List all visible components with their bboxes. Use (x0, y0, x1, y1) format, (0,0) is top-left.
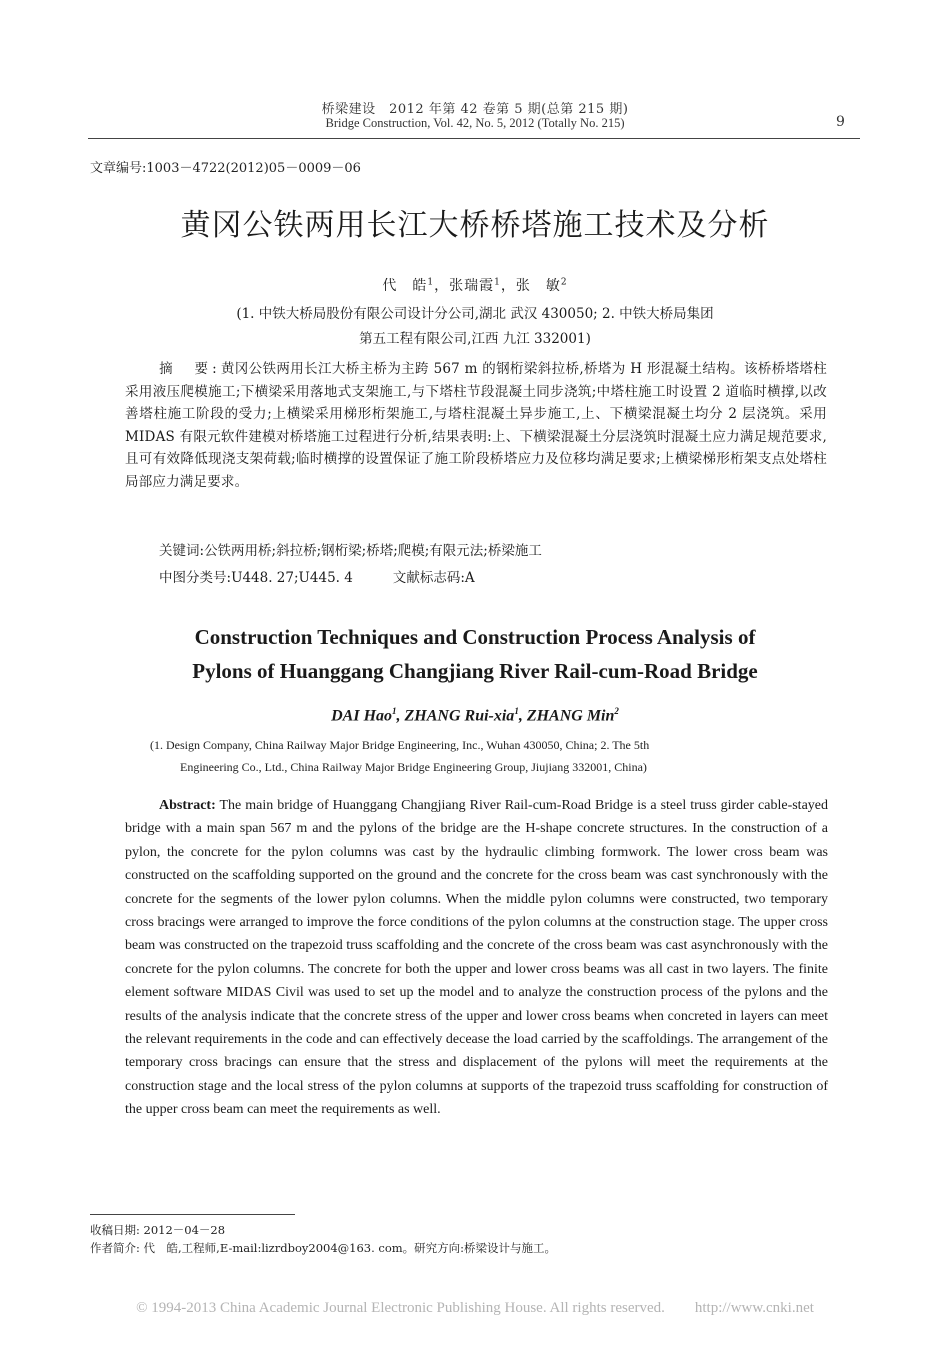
clc-label: 中图分类号: (159, 570, 232, 586)
author-1-cn-sup: 1 (427, 277, 435, 288)
affiliation-cn-line-2: 第五工程有限公司,江西 九江 332001) (359, 331, 591, 347)
title-cn: 黄冈公铁两用长江大桥桥塔施工技术及分析 (180, 208, 770, 243)
title-en-line-1: Construction Techniques and Construction Process Analysis of (194, 625, 756, 649)
abstract-en-label: Abstract: (159, 798, 216, 813)
abstract-en-text: The main bridge of Huanggang Changjiang River Rail-cum-Road Bridge is a steel truss girder cable-stayed bridge with a main span 567 m and the pylons of the bridge are the H-shape concrete structures. In the construction of a pylon, the concrete for the pylon columns was cast by the hydraulic climbing formwork. The lower cross beam was constructed on the scaffolding supported on the ground and the concrete for the cross beam was cast synchronously with the concrete for the segments of the lower pylon columns. When the middle pylon columns were constructed, two temporary cross bracings were arranged to improve the force conditions of the pylon columns at the construction stage. The upper cross beam was constructed on the trapezoid truss scaffolding and the concrete of the cross beam was cast asynchronously with the concrete for the pylon columns. The concrete for both the upper and lower cross beams was all cast in two layers. The finite element software MIDAS Civil was used to set up the model and to analyze the construction process of the pylons and the results of the analysis indicate that the concrete stress of the upper and lower cross beams when concreted in layers can meet the relevant requirements in the code and can effectively decease the load carried by the scaffoldings. The arrangement of the temporary cross bracings can ensure that the stress and displacement of the pylons will meet the requirements at the construction stage and the local stress of the pylon columns at supports of the trapezoid truss scaffolding for construction of the upper cross beam can meet the requirements as well. (125, 798, 828, 1118)
author-3-cn: ，张 敏 (500, 278, 561, 294)
author-2-cn-sup: 1 (494, 277, 501, 288)
author-bio: 作者简介: 代 皓,工程师,E-mail:lizrdboy2004@163. com。研究方向:桥梁设计与施工。 (90, 1241, 557, 1255)
doc-code-label: 文献标志码: (392, 570, 465, 586)
keywords-cn (159, 539, 542, 559)
article-number: 文章编号:1003－4722(2012)05－0009－06 (90, 161, 361, 176)
author-1-en-sup: 1 (392, 706, 397, 716)
doc-code-value: A (464, 570, 475, 586)
author-3-en-sup: 2 (614, 706, 619, 716)
authors-cn (0, 275, 950, 295)
journal-header-en: Bridge Construction, Vol. 42, No. 5, 2012 (Totally No. 215) (325, 116, 625, 130)
abstract-cn (125, 358, 827, 493)
keywords-cn-text: 公铁两用桥;斜拉桥;钢桁梁;桥塔;爬模;有限元法;桥梁施工 (204, 543, 542, 559)
abstract-en (125, 794, 828, 1122)
journal-header-cn: 桥梁建设 2012 年第 42 卷第 5 期(总第 215 期) (321, 102, 629, 117)
affiliation-en-line-1: (1. Design Company, China Railway Major Bridge Engineering, Inc., Wuhan 430050, China; 2. The 5th (150, 738, 650, 752)
received-date: 收稿日期: 2012－04－28 (90, 1223, 226, 1237)
title-en (100, 620, 850, 688)
author-2-en-sup: 1 (514, 706, 519, 716)
abstract-cn-text: 黄冈公铁两用长江大桥主桥为主跨 567 m 的钢桁梁斜拉桥,桥塔为 H 形混凝土结构。该桥桥塔塔柱采用液压爬模施工;下横梁采用落地式支架施工,与下塔柱节段混凝土同步浇筑;中塔柱施工时设置 2 道临时横撑,以改善塔柱施工阶段的受力;上横梁采用梯形桁架施工,与塔柱混凝土异步施工,上、下横梁混凝土均分 2 层浇筑。采用 MIDAS 有限元软件建模对桥塔施工过程进行分析,结果表明:上、下横梁混凝土分层浇筑时混凝土应力满足规范要求,且可有效降低现浇支架荷载;临时横撑的设置保证了施工阶段桥塔应力及位移均满足要求;上横梁梯形桁架支点处塔柱局部应力满足要求。 (125, 361, 827, 490)
keywords-cn-label: 关键词: (159, 543, 205, 559)
copyright-notice: © 1994-2013 China Academic Journal Electronic Publishing House. All rights reserved. http://www.cnki.net (136, 1300, 814, 1316)
affiliation-en-line-2: Engineering Co., Ltd., China Railway Major Bridge Engineering Group, Jiujiang 332001, China) (180, 760, 647, 774)
authors-en (0, 706, 950, 725)
author-2-cn: ，张瑞霞 (434, 278, 495, 294)
header-rule (88, 138, 860, 139)
title-en-line-2: Pylons of Huanggang Changjiang River Rail-cum-Road Bridge (192, 659, 758, 683)
clc-value: U448. 27;U445. 4 (231, 570, 353, 586)
author-1-en: DAI Hao (331, 707, 393, 725)
author-3-cn-sup: 2 (560, 277, 568, 288)
abstract-cn-label: 摘 要: (159, 361, 221, 377)
affiliations-cn (120, 302, 830, 352)
author-3-en: , ZHANG Min (518, 707, 615, 725)
classification-row (159, 566, 475, 586)
author-1-cn: 代 皓 (382, 278, 428, 294)
affiliation-cn-line-1: (1. 中铁大桥局股份有限公司设计分公司,湖北 武汉 430050; 2. 中铁大桥局集团 (236, 306, 714, 322)
footnote-rule (90, 1214, 295, 1215)
page-number: 9 (836, 114, 845, 130)
affiliations-en (150, 734, 810, 778)
author-2-en: , ZHANG Rui-xia (396, 707, 515, 725)
